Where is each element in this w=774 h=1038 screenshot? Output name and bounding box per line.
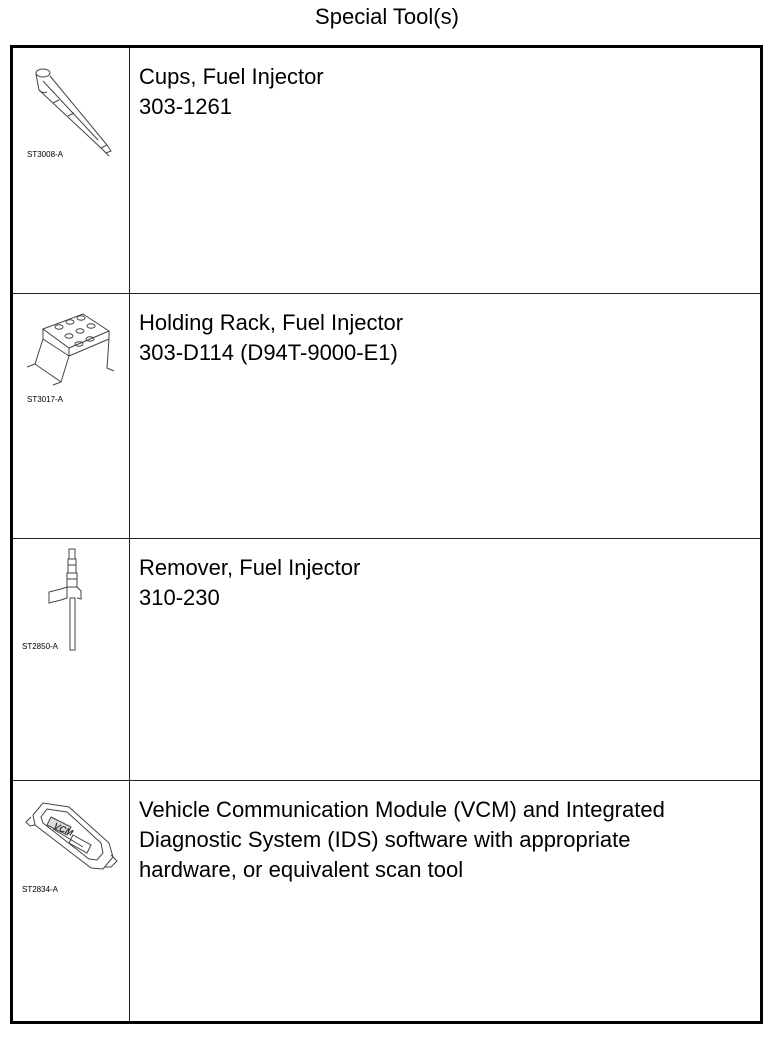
- tool-name: Holding Rack, Fuel Injector: [139, 310, 404, 335]
- figure-code: ST2850-A: [22, 642, 59, 651]
- figure-code: ST3008-A: [27, 150, 64, 159]
- tool-image-cell: [13, 781, 130, 1021]
- special-tools-table: [10, 45, 763, 1024]
- table-row: [13, 293, 760, 538]
- tool-description: [139, 62, 752, 122]
- fuel-injector-remover-icon: [13, 539, 130, 781]
- vcm-scan-tool-icon: [13, 781, 130, 1022]
- tool-name: Cups, Fuel Injector: [139, 64, 324, 89]
- table-row: [13, 48, 760, 293]
- figure-code: ST2834-A: [22, 885, 59, 894]
- tool-image-cell: [13, 539, 130, 780]
- tool-name: Remover, Fuel Injector: [139, 555, 361, 580]
- tool-image-cell: [13, 48, 130, 293]
- table-row: [13, 780, 760, 1021]
- tool-description: [139, 795, 752, 885]
- tool-description-line: hardware, or equivalent scan tool: [139, 857, 464, 882]
- table-row: [13, 538, 760, 780]
- tool-part-number: 303-D114 (D94T-9000-E1): [139, 340, 398, 365]
- tool-part-number: 303-1261: [139, 94, 232, 119]
- tool-description: [139, 308, 752, 368]
- fuel-injector-cup-icon: [13, 48, 130, 293]
- tool-image-cell: [13, 294, 130, 538]
- figure-code: ST3017-A: [27, 395, 64, 404]
- tool-description: [139, 553, 752, 613]
- page-title: Special Tool(s): [315, 4, 459, 29]
- vcm-label: VCM: [52, 820, 75, 838]
- tool-part-number: 310-230: [139, 585, 220, 610]
- fuel-injector-holding-rack-icon: [13, 294, 130, 539]
- tool-description-line: Vehicle Communication Module (VCM) and Integrated: [139, 797, 665, 822]
- tool-description-line: Diagnostic System (IDS) software with appropriate: [139, 827, 631, 852]
